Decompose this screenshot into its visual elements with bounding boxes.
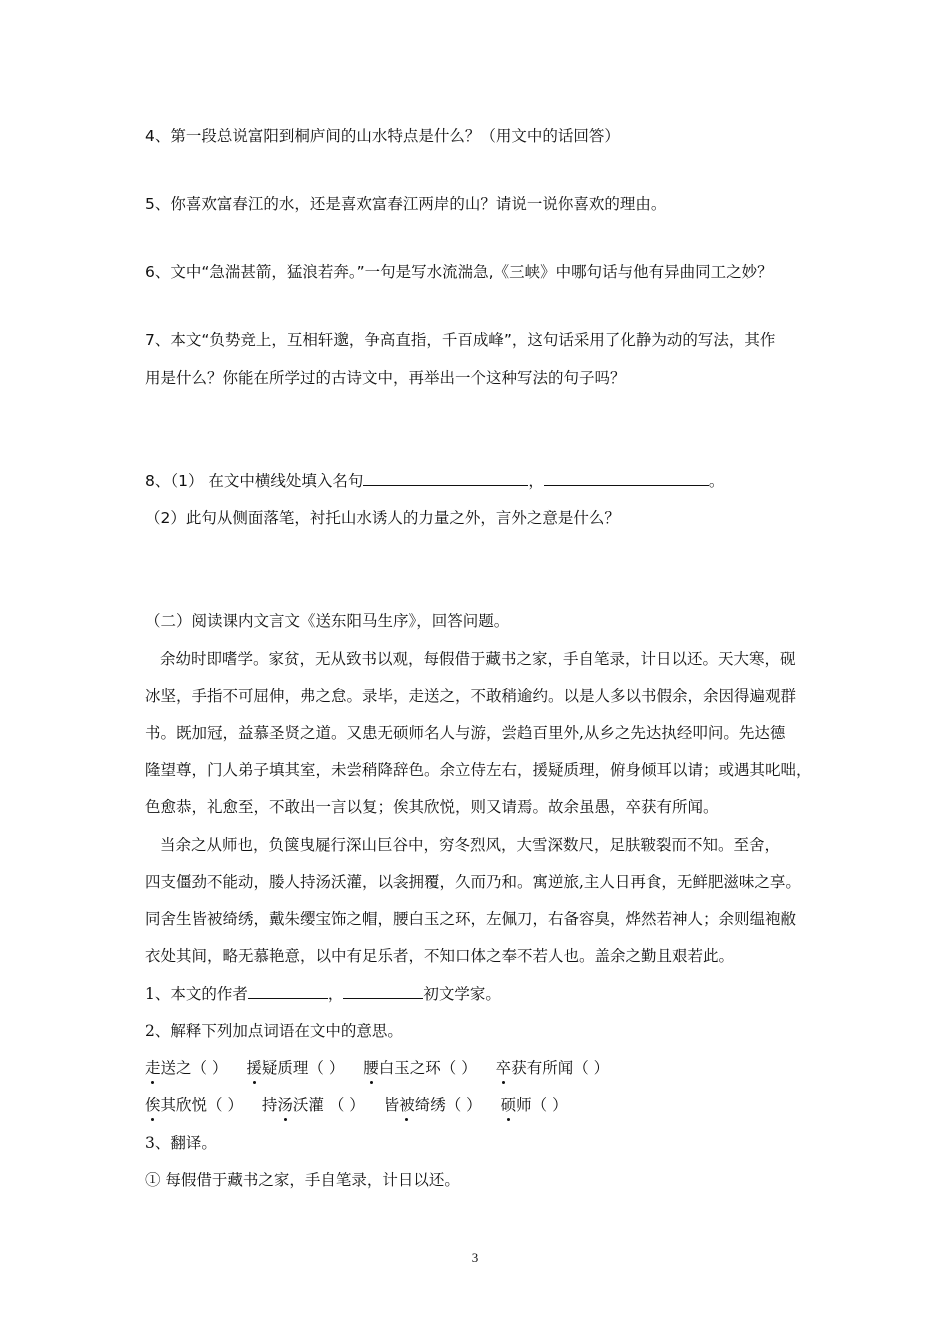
dotted-char: 援: [246, 1059, 262, 1077]
passage-line: 隆望尊，门人弟子填其室，未尝稍降辞色。余立侍左右，援疑质理，俯身倾耳以请；或遇其叱咄，: [145, 761, 812, 779]
vocab-item: [262, 1096, 365, 1114]
period: 。: [708, 472, 725, 490]
dotted-char: 腰: [363, 1059, 379, 1077]
passage-line: 余幼时即嗜学。家贫，无从致书以观，每假借于藏书之家，手自笔录，计日以还。天大寒，砚: [160, 650, 796, 668]
vocab-row-2: [145, 1095, 825, 1115]
vocab-item: [145, 1096, 243, 1114]
passage-line: 冰坚，手指不可屈伸，弗之怠。录毕，走送之，不敢稍逾约。以是人多以书假余，余因得遍观群: [145, 687, 797, 705]
translation-item-1: ① 每假借于藏书之家，手自笔录，计日以还。: [145, 1171, 460, 1189]
comma: ，: [528, 472, 544, 490]
page-number: 3: [471, 1250, 479, 1265]
answer-blank[interactable]: [248, 984, 328, 999]
dotted-char: 走: [145, 1059, 161, 1077]
vocab-item: [145, 1059, 227, 1077]
dotted-char: 卒: [495, 1059, 512, 1077]
question-8-part-1: [145, 471, 825, 491]
comma: ，: [327, 985, 344, 1003]
vocab-rest: 绮绣（ ）: [414, 1096, 482, 1114]
vocab-rest: 其欣悦（ ）: [160, 1096, 243, 1114]
question-5: 5、你喜欢富春江的水，还是喜欢富春江两岸的山？请说一说你喜欢的理由。: [145, 195, 667, 213]
dotted-char: 汤: [277, 1096, 293, 1114]
section-2-question-1: [145, 984, 825, 1004]
passage-line: 当余之从师也，负箧曳屣行深山巨谷中，穷冬烈风，大雪深数尺，足肤皲裂而不知。至舍，: [160, 836, 781, 854]
vocab-rest: 疑质理（ ）: [261, 1059, 345, 1077]
passage-line: 四支僵劲不能动，媵人持汤沃灌，以衾拥覆，久而乃和。寓逆旅,主人日再食，无鲜肥滋味之享。: [145, 873, 801, 891]
dotted-char: 硕: [500, 1096, 517, 1114]
question-7-line-1: 7、本文“负势竞上，互相轩邈，争高直指，千百成峰”，这句话采用了化静为动的写法，其作: [145, 331, 776, 349]
vocab-rest: 送之（ ）: [160, 1059, 228, 1077]
answer-blank[interactable]: [343, 984, 423, 999]
vocab-rest: 白玉之环（ ）: [378, 1059, 477, 1077]
dotted-char: 俟: [145, 1096, 161, 1114]
question-4: 4、第一段总说富阳到桐庐间的山水特点是什么？（用文中的话回答）: [145, 127, 620, 145]
passage-line: 书。既加冠，益慕圣贤之道。又患无硕师名人与游，尝趋百里外,从乡之先达执经叩问。先达德: [145, 724, 786, 742]
passage-line: 同舍生皆被绮绣，戴朱缨宝饰之帽，腰白玉之环，左佩刀，右备容臭，烨然若神人；余则缊袍敝: [145, 910, 797, 928]
question-6: 6、文中“急湍甚箭，猛浪若奔。”一句是写水流湍急,《三峡》中哪句话与他有异曲同工之妙？: [145, 263, 773, 281]
question-8-prefix: 8、（1） 在文中横线处填入名句: [145, 472, 364, 490]
answer-blank[interactable]: [363, 471, 528, 486]
vocab-pre: 皆: [383, 1096, 400, 1114]
section-2-question-3: 3、翻译。: [145, 1134, 217, 1152]
vocab-item: [363, 1059, 476, 1077]
vocab-item: [384, 1096, 482, 1114]
question-suffix: 初文学家。: [423, 985, 501, 1003]
passage-line: 色愈恭，礼愈至，不敢出一言以复；俟其欣悦，则又请焉。故余虽愚，卒获有所闻。: [145, 798, 719, 816]
question-8-part-2: （2）此句从侧面落笔，衬托山水诱人的力量之外，言外之意是什么？: [145, 509, 620, 527]
vocab-pre: 持: [261, 1096, 278, 1114]
vocab-item: [246, 1059, 344, 1077]
question-7-line-2: 用是什么？你能在所学过的古诗文中，再举出一个这种写法的句子吗？: [145, 369, 626, 387]
vocab-row-1: [145, 1058, 825, 1078]
vocab-item: [496, 1059, 609, 1077]
vocab-rest: 师（ ）: [516, 1096, 568, 1114]
vocab-item: [501, 1096, 568, 1114]
passage-line: 衣处其间，略无慕艳意，以中有足乐者，不知口体之奉不若人也。盖余之勤且艰若此。: [145, 947, 735, 965]
section-2-heading: （二）阅读课内文言文《送东阳马生序》，回答问题。: [145, 612, 510, 630]
vocab-rest: 沃灌 （ ）: [292, 1096, 365, 1114]
dotted-char: 被: [399, 1096, 415, 1114]
section-2-question-2: 2、解释下列加点词语在文中的意思。: [145, 1022, 403, 1040]
vocab-rest: 获有所闻（ ）: [511, 1059, 610, 1077]
question-prefix: 1、本文的作者: [145, 985, 248, 1003]
answer-blank[interactable]: [544, 471, 709, 486]
